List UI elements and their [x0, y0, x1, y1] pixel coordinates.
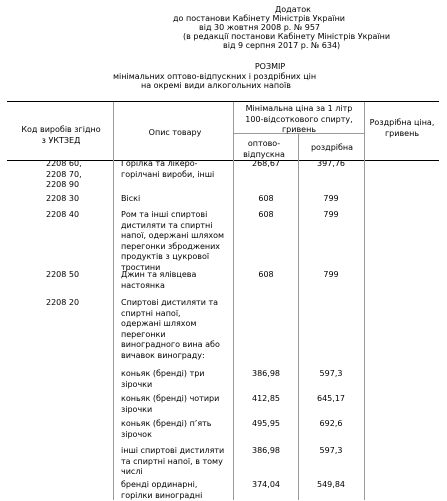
row-7-retail: 645,17 [317, 394, 345, 403]
header-retail-price: Роздрібна ціна, гривень [369, 118, 435, 138]
row-8-wholesale: 495,95 [252, 419, 280, 428]
row-4-wholesale: 608 [258, 270, 274, 279]
row-8-desc: коньяк (бренді) п’ять зірочок [121, 419, 212, 439]
row-10-retail: 549,84 [317, 480, 345, 489]
resolution-line-4: від 9 серпня 2017 р. № 634) [223, 41, 341, 50]
row-2-code: 2208 30 [46, 194, 80, 203]
row-3-desc: Ром та інші спиртові дистиляти та спиртні напої, одержані шляхом перегонки зброджених продуктів з цукрової тростини [121, 210, 225, 272]
document-title: РОЗМІР [254, 62, 286, 71]
row-10-desc: бренді ординарні, горілки виноградні [121, 480, 203, 500]
row-6-wholesale: 386,98 [252, 369, 280, 378]
row-1-wholesale: 268,67 [252, 159, 280, 168]
header-code: Код виробів згідно з УКТЗЕД [21, 125, 101, 145]
row-3-code: 2208 40 [46, 210, 80, 219]
table-top-border [7, 101, 439, 102]
header-retail-min: роздрібна [310, 143, 354, 152]
row-2-retail: 799 [323, 194, 339, 203]
row-2-wholesale: 608 [258, 194, 274, 203]
row-2-desc: Віскі [121, 194, 141, 203]
header-description: Опис товару [148, 128, 202, 137]
row-9-desc: інші спиртові дистиляти та спиртні напої, в тому числі [121, 446, 225, 476]
row-9-retail: 597,3 [319, 446, 343, 455]
appendix-label: Додаток [275, 5, 311, 14]
header-min-price: Мінімальна ціна за 1 літр 100-відсоткового спирту, гривень [245, 104, 353, 134]
row-4-desc: Джин та ялівцева настоянка [121, 270, 197, 290]
resolution-line-2: від 30 жовтня 2008 р. № 957 [199, 23, 320, 32]
row-6-desc: коньяк (бренді) три зірочки [121, 369, 205, 389]
resolution-line-3: (в редакції постанови Кабінету Міністрів України [183, 32, 391, 41]
row-5-code: 2208 20 [46, 298, 80, 307]
row-1-retail: 397,76 [317, 159, 345, 168]
row-3-retail: 799 [323, 210, 339, 219]
row-5-desc: Спиртові дистиляти та спиртні напої, одержані шляхом перегонки виноградного вина або вичавок винограду: [121, 298, 220, 360]
row-10-wholesale: 374,04 [252, 480, 280, 489]
document-subtitle-2: на окремі види алкогольних напоїв [141, 81, 291, 90]
col-divider-4 [364, 102, 365, 500]
row-3-wholesale: 608 [258, 210, 274, 219]
row-7-wholesale: 412,85 [252, 394, 280, 403]
row-1-code: 2208 60, 2208 70, 2208 90 [46, 159, 82, 189]
row-6-retail: 597,3 [319, 369, 343, 378]
document-subtitle-1: мінімальних оптово-відпускних і роздрібних цін [113, 72, 317, 81]
row-1-desc: Горілка та лікеро-горілчані вироби, інші [121, 159, 215, 179]
row-4-code: 2208 50 [46, 270, 80, 279]
resolution-line-1: до постанови Кабінету Міністрів України [173, 14, 345, 23]
row-8-retail: 692,6 [319, 419, 343, 428]
col-divider-2 [233, 102, 234, 500]
row-7-desc: коньяк (бренді) чотири зірочки [121, 394, 220, 414]
col-divider-3 [298, 134, 299, 500]
row-9-wholesale: 386,98 [252, 446, 280, 455]
col-divider-1 [113, 102, 114, 500]
header-wholesale: оптово-відпускна [243, 139, 285, 159]
row-4-retail: 799 [323, 270, 339, 279]
